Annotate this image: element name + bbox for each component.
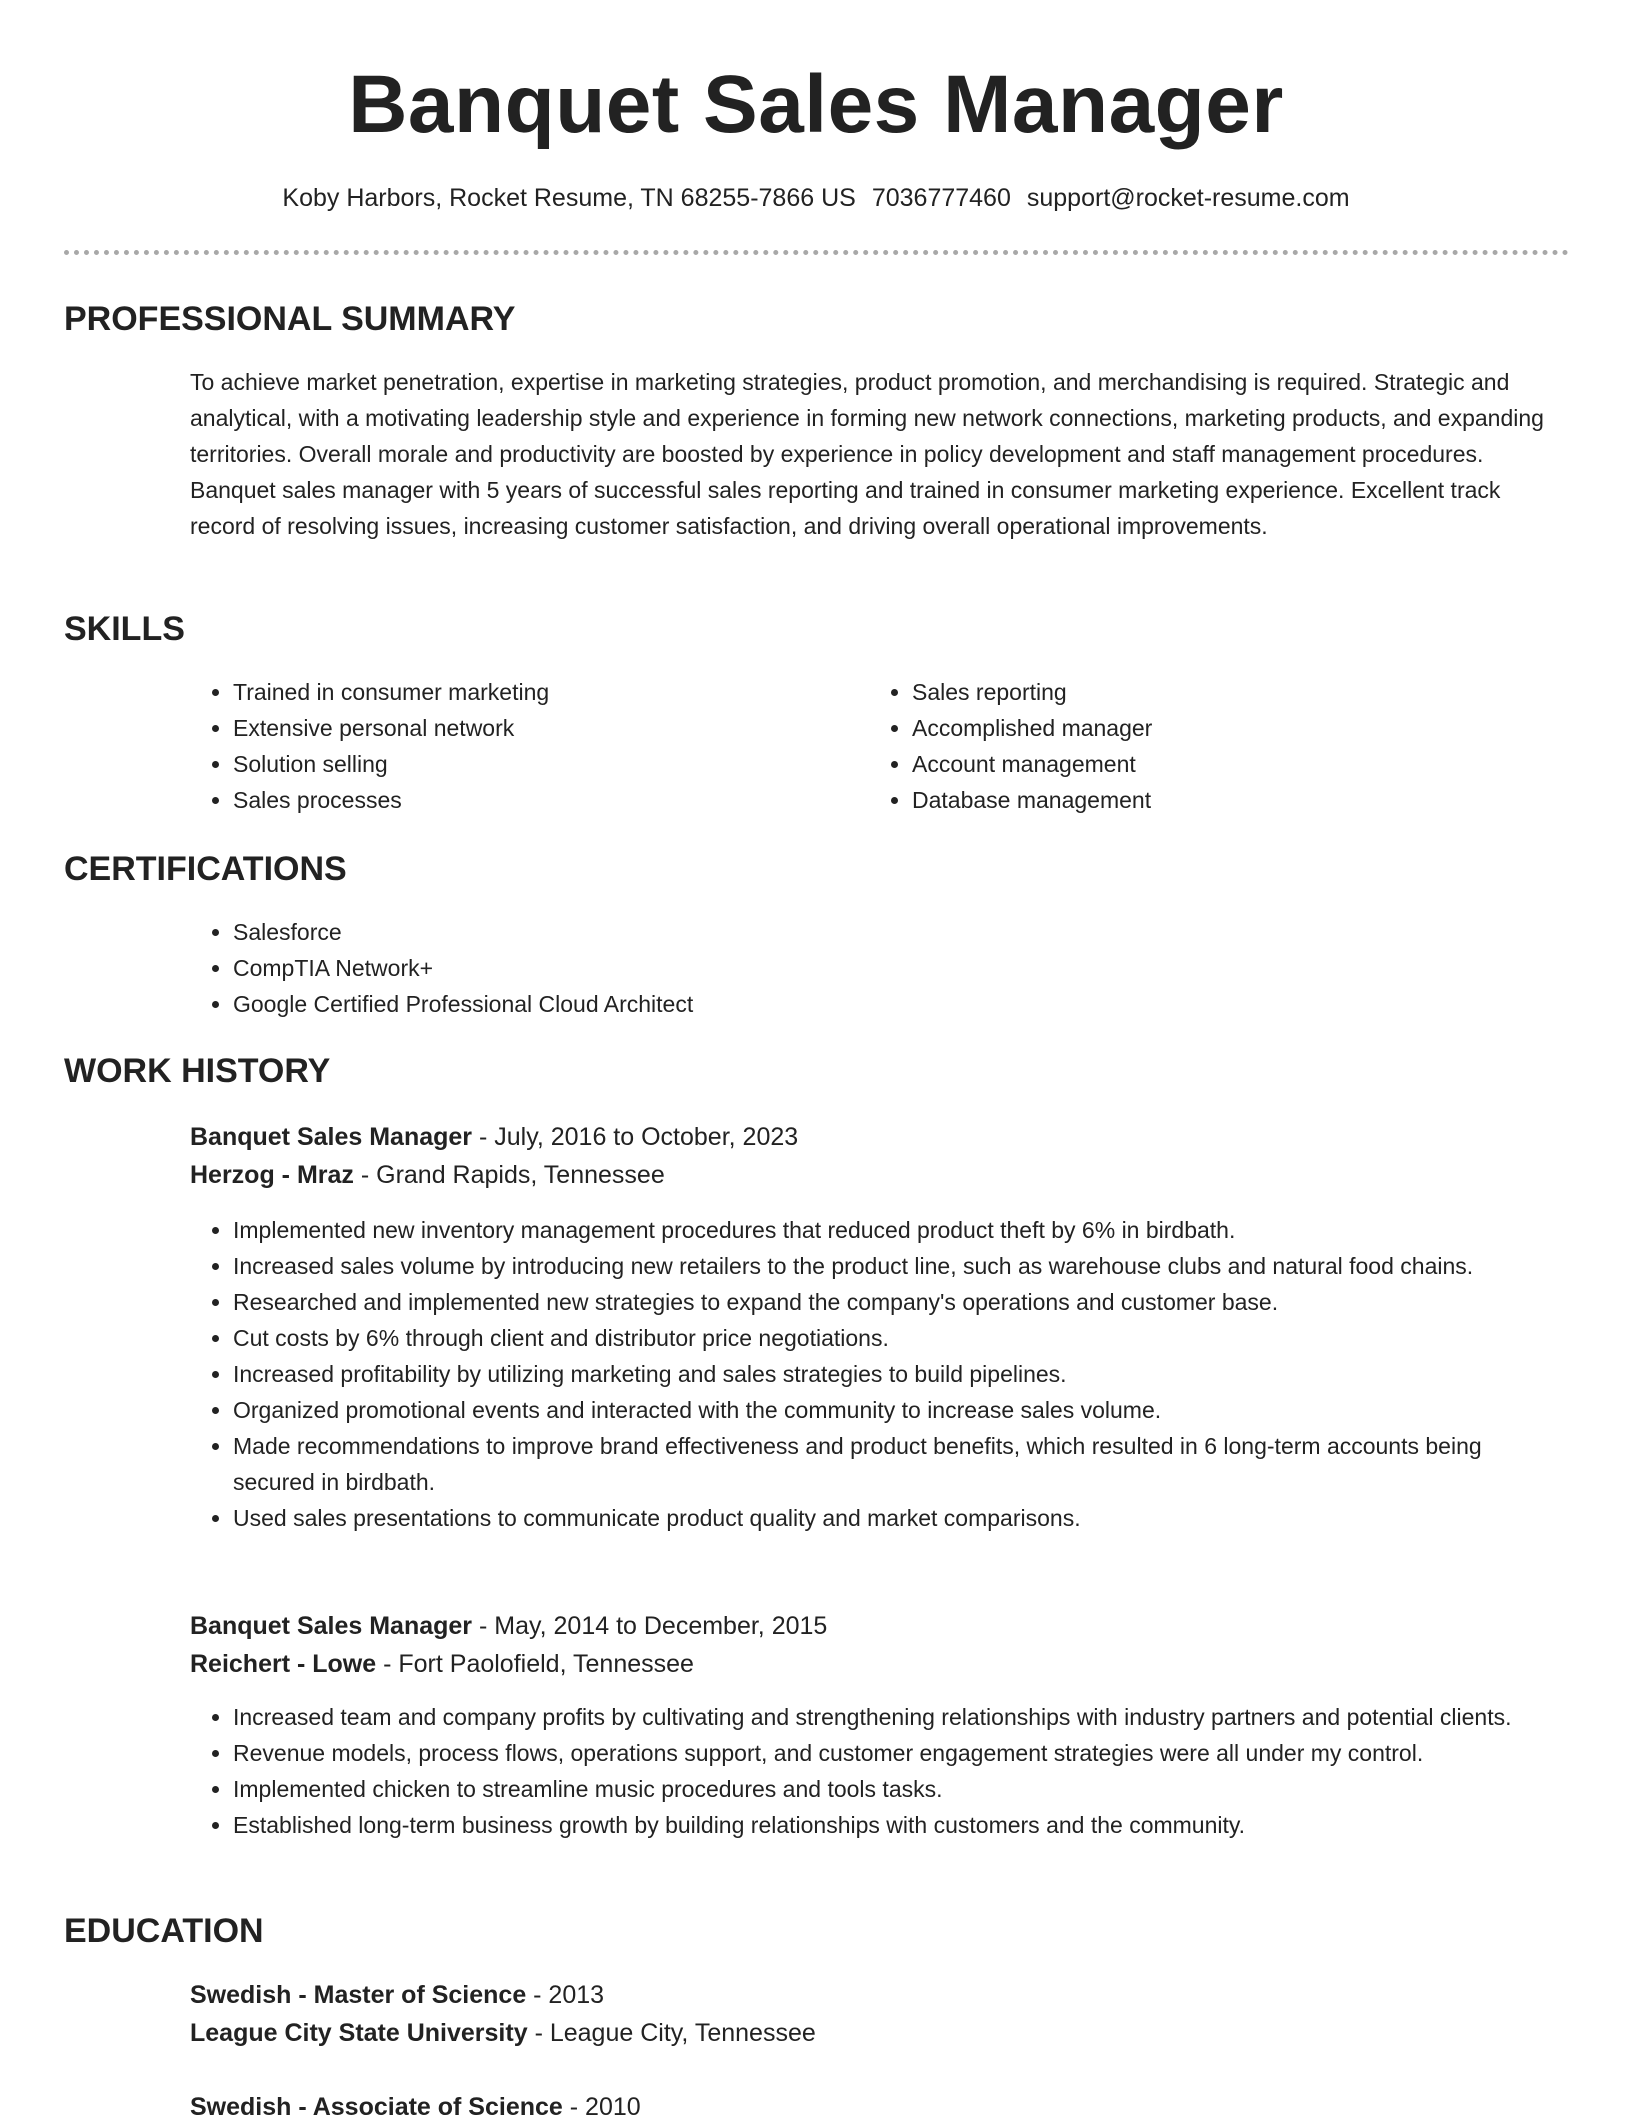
job-bullet: • Researched and implemented new strategies to expand the company's operations and customer base. [233,1284,1565,1320]
job-bullet: • Increased team and company profits by cultivating and strengthening relationships with industry partners and potential clients. [233,1699,1565,1735]
skill-item: • Solution selling [233,746,810,782]
education-entry [190,1976,1565,2052]
job-company-line [190,1156,1565,1194]
job-title-line [190,1118,1565,1156]
skill-item: • Account management [912,746,1489,782]
degree-line [190,2088,1565,2126]
job-bullets [190,1212,1565,1536]
job-bullet: • Established long-term business growth by building relationships with customers and the community. [233,1807,1565,1843]
job-role: Banquet Sales Manager [190,1123,473,1151]
job-role: Banquet Sales Manager [190,1612,473,1640]
degree-year: - 2013 [526,1981,605,2009]
school-location: - League City, Tennessee [527,2019,816,2047]
skills-right-column [869,674,1489,818]
email-link[interactable]: support@rocket-resume.com [1026,184,1350,212]
education-heading: EDUCATION [64,1912,264,1950]
job-bullet: • Implemented chicken to streamline music procedures and tools tasks. [233,1771,1565,1807]
work-history-heading: WORK HISTORY [64,1052,331,1090]
job-bullet: • Cut costs by 6% through client and distributor price negotiations. [233,1320,1565,1356]
job-bullet: • Increased sales volume by introducing new retailers to the product line, such as warehouse clubs and natural food chains. [233,1248,1565,1284]
degree-name: Swedish - Associate of Science [190,2093,563,2121]
header-divider [64,250,1569,255]
skill-item: • Sales processes [233,782,810,818]
job-bullet: • Revenue models, process flows, operations support, and customer engagement strategies were all under my control. [233,1735,1565,1771]
summary-heading: PROFESSIONAL SUMMARY [64,300,516,338]
skill-item: • Accomplished manager [912,710,1489,746]
job-bullet: • Increased profitability by utilizing marketing and sales strategies to build pipelines. [233,1356,1565,1392]
certification-item: • Salesforce [233,914,1565,950]
job-company: Reichert - Lowe [190,1650,377,1678]
job-company: Herzog - Mraz [190,1161,354,1189]
job-location: - Grand Rapids, Tennessee [353,1161,665,1189]
job-bullet: • Made recommendations to improve brand effectiveness and product benefits, which resulted in 6 long-term accounts being secured in birdbath. [233,1428,1565,1500]
contact-line [0,180,1632,216]
degree-year: - 2010 [562,2093,641,2121]
job-bullet: • Implemented new inventory management procedures that reduced product theft by 6% in birdbath. [233,1212,1565,1248]
education-entry [190,2088,1565,2126]
summary-text: To achieve market penetration, expertise in marketing strategies, product promotion, and merchandising is required. Strategic and analytical, with a motivating leadership style and experience in forming new network connections, marketing products, and expanding territories. Overall morale and productivity are boosted by experience in policy development and staff management procedures. Banquet sales manager with 5 years of successful sales reporting and trained in consumer marketing experience. Excellent track record of resolving issues, increasing customer satisfaction, and driving overall operational improvements. [190,369,1544,539]
job-entry [190,1607,1565,1683]
degree-line [190,1976,1565,2014]
job-dates: - July, 2016 to October, 2023 [472,1123,799,1151]
job-entry [190,1118,1565,1194]
phone-text: 7036777460 [871,184,1011,212]
address-text: Koby Harbors, Rocket Resume, TN 68255-7866 US [282,184,856,212]
certifications-list [190,914,1565,1022]
resume-title: Banquet Sales Manager [348,59,1284,150]
school-line [190,2014,1565,2052]
skill-item: • Trained in consumer marketing [233,674,810,710]
skill-item: • Sales reporting [912,674,1489,710]
certification-item: • CompTIA Network+ [233,950,1565,986]
job-company-line [190,1645,1565,1683]
certification-item: • Google Certified Professional Cloud Architect [233,986,1565,1022]
skill-item: • Database management [912,782,1489,818]
job-location: - Fort Paolofield, Tennessee [376,1650,694,1678]
school-name: League City State University [190,2019,528,2047]
job-title-line [190,1607,1565,1645]
degree-name: Swedish - Master of Science [190,1981,527,2009]
skills-left-column [190,674,810,818]
job-bullet: • Organized promotional events and interacted with the community to increase sales volume. [233,1392,1565,1428]
job-dates: - May, 2014 to December, 2015 [472,1612,828,1640]
skill-item: • Extensive personal network [233,710,810,746]
job-bullet: • Used sales presentations to communicate product quality and market comparisons. [233,1500,1565,1536]
skills-heading: SKILLS [64,610,185,648]
certifications-heading: CERTIFICATIONS [64,850,347,888]
job-bullets [190,1699,1565,1843]
